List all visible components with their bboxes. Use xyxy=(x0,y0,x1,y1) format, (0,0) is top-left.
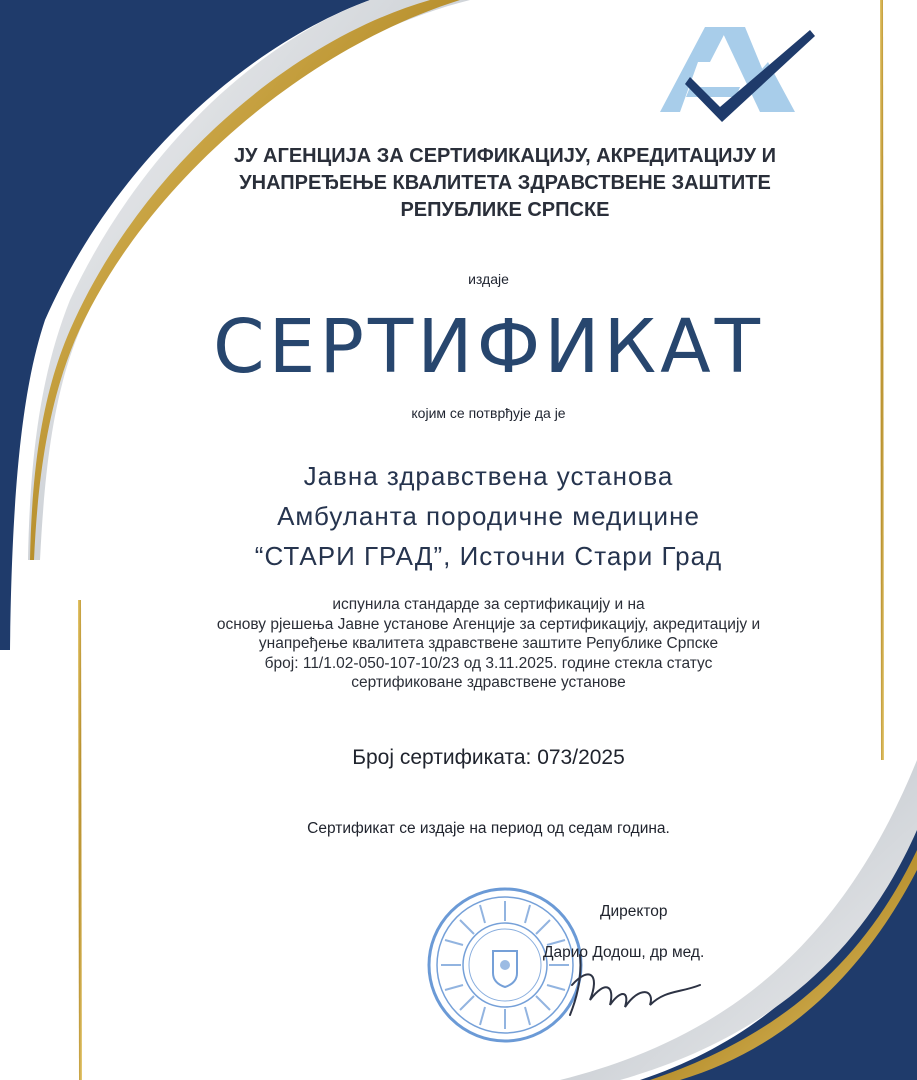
body-line-1: испунила стандарде за сертификацију и на xyxy=(332,596,645,613)
agency-name xyxy=(90,143,917,224)
issues-label: издаје xyxy=(468,271,509,287)
certificate-title: СЕРТИФИКАТ xyxy=(212,304,765,390)
certificate-body xyxy=(30,595,917,693)
agency-name-line-3: РЕПУБЛИКЕ СРПСКЕ xyxy=(400,199,610,221)
institution-line-2: Амбуланта породичне медицине xyxy=(277,501,700,531)
signature-icon xyxy=(560,945,710,1025)
director-name: Дарио Додош, др мед. xyxy=(543,944,705,961)
body-line-3: унапређење квалитета здравствене заштите Републике Српске xyxy=(258,635,719,652)
institution-line-1: Јавна здравствена установа xyxy=(303,461,674,491)
institution-name xyxy=(30,456,917,576)
agency-name-line-1: ЈУ АГЕНЦИЈА ЗА СЕРТИФИКАЦИЈУ, АКРЕДИТАЦИЈУ И xyxy=(233,145,777,167)
agency-name-line-2: УНАПРЕЂЕЊЕ КВАЛИТЕТА ЗДРАВСТВЕНЕ ЗАШТИТЕ xyxy=(239,172,771,194)
agency-logo-icon xyxy=(650,22,820,122)
institution-line-3: “СТАРИ ГРАД”, Источни Стари Град xyxy=(254,541,723,571)
director-title: Директор xyxy=(600,903,668,920)
body-line-2: основу рјешења Јавне установе Агенције за сертификацију, акредитацију и xyxy=(216,615,761,633)
body-line-5: сертификоване здравствене установе xyxy=(351,674,626,691)
body-line-4: број: 11/1.02-050-107-10/23 од 3.11.2025. године стекла статус xyxy=(264,654,713,672)
certificate-number: Број сертификата: 073/2025 xyxy=(352,746,625,769)
confirms-label: којим се потврђује да је xyxy=(411,405,566,421)
validity-period: Сертификат се издаје на период од седам година. xyxy=(307,820,670,837)
